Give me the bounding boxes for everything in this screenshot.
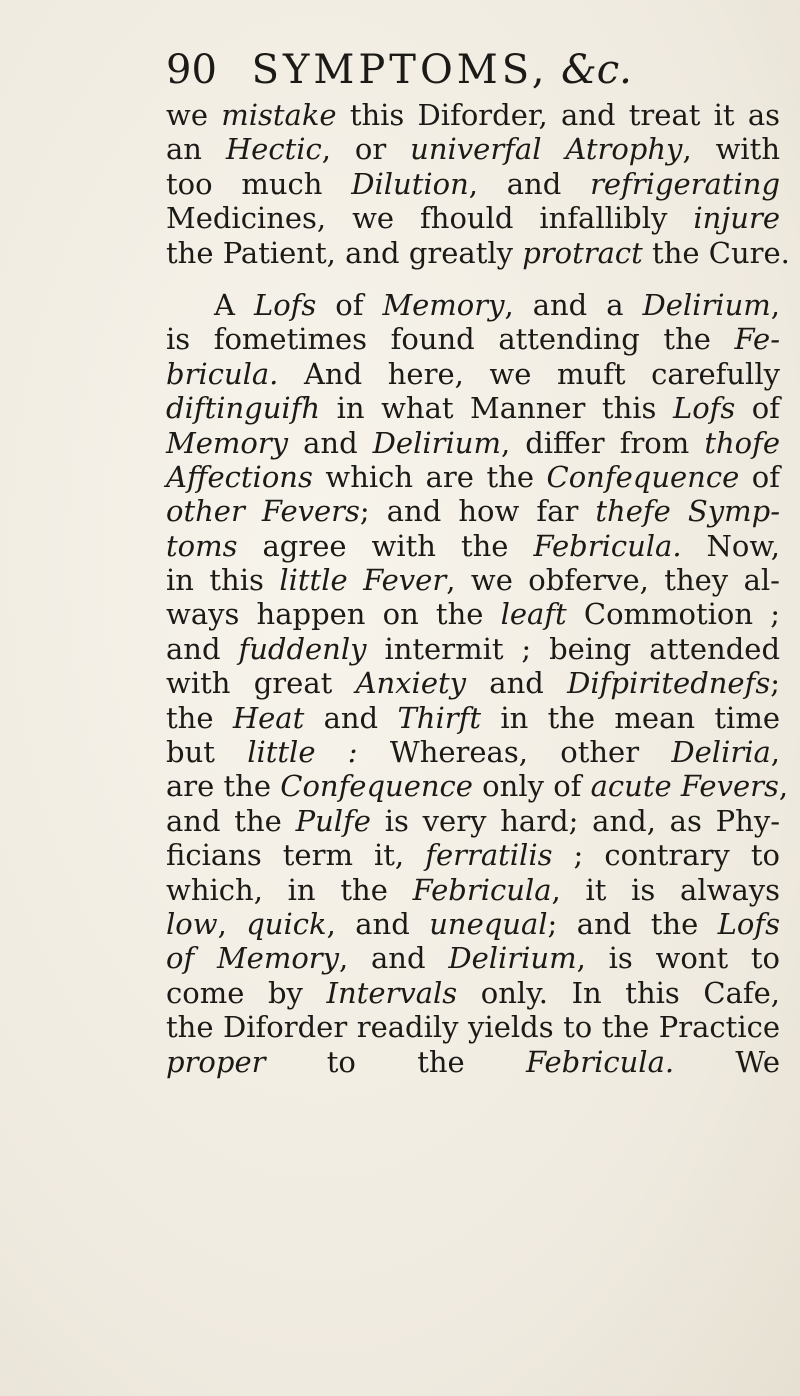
text-run: Memory [166, 425, 289, 460]
text-run: Confequence [546, 459, 740, 494]
text-run: of Memory [166, 941, 340, 976]
text-run: Hectic [225, 132, 322, 167]
paragraph2-line [166, 873, 780, 907]
text-run: ficians term it, [166, 838, 426, 873]
text-run: , [217, 906, 247, 941]
text-run: ; contrary to [552, 838, 780, 873]
text-run: proper [166, 1044, 266, 1079]
text-run: this Diforder, and treat it as [336, 98, 780, 132]
text-run: of [735, 391, 780, 426]
text-run: and the [166, 803, 296, 838]
text-run: which are the [312, 459, 547, 494]
text-run: injure [693, 201, 780, 236]
text-run: ; [770, 666, 780, 701]
text-run: We [674, 1044, 780, 1079]
text-run: Now, [681, 528, 780, 563]
paragraph2-line [166, 597, 780, 631]
text-run: the Diforder readily yields to the Practice [166, 1010, 780, 1045]
text-run: Intervals [326, 975, 458, 1010]
text-run: ; and how far [359, 494, 596, 529]
text-run: quick [246, 906, 327, 941]
text-run: toms [166, 528, 238, 563]
text-run: to the [265, 1044, 526, 1079]
running-title-etc: &c. [561, 47, 632, 93]
text-run: in the mean time [480, 700, 780, 735]
text-run: Delirium [642, 287, 771, 322]
paragraph2-line [166, 804, 780, 838]
paragraph1-line [166, 167, 780, 201]
paragraph2-line [166, 1010, 780, 1044]
paragraph2-line [166, 288, 780, 322]
text-run: come by [166, 975, 327, 1010]
text-run: Anxiety [355, 666, 467, 701]
text-run: Deliria [671, 735, 771, 770]
text-run: , [770, 735, 780, 770]
text-run: unequal [429, 906, 548, 941]
text-run: ways happen on the [166, 597, 501, 632]
text-run: Febricula [412, 872, 552, 907]
text-run: , we obferve, they al- [446, 563, 780, 598]
text-run: thefe Symp- [595, 494, 780, 529]
text-run: Lofs [717, 906, 781, 941]
text-run: , is wont to [576, 941, 780, 976]
text-run: ; and the [547, 906, 718, 941]
text-run: Delirium [372, 425, 501, 460]
text-run: bricula. [166, 356, 279, 391]
text-run: and [466, 666, 568, 701]
text-run: of [739, 459, 780, 494]
text-run: and [304, 700, 398, 735]
text-run: the [166, 700, 233, 735]
text-run: with great [166, 666, 356, 701]
paragraph2-line [166, 735, 780, 769]
text-run: , it is always [551, 872, 780, 907]
text-run: Pulfe [295, 803, 371, 838]
text-run: the Cure. [642, 235, 790, 270]
paragraph2-line [166, 769, 789, 804]
text-run: other Fevers [166, 494, 360, 529]
text-run: Commotion ; [566, 597, 780, 632]
text-run: Febricula. [525, 1044, 675, 1079]
paragraph-1 [166, 98, 790, 270]
text-run: Dilution [351, 166, 469, 201]
paragraph2-line [166, 460, 780, 494]
text-run: diftinguifh [166, 391, 321, 426]
text-run: A [214, 287, 254, 322]
text-run: the Patient, and greatly [166, 235, 523, 270]
text-run: of [316, 287, 383, 322]
text-run: Delirium [448, 941, 577, 976]
text-run: Febricula. [533, 528, 682, 563]
text-run: , and a [504, 287, 643, 322]
text-run: fuddenly [238, 631, 367, 666]
text-run: And here, we muft carefully [278, 356, 780, 391]
text-run: univerfal Atrophy [410, 132, 683, 167]
paragraph2-line [166, 529, 780, 563]
text-run: protract [522, 235, 643, 270]
paragraph1-line [166, 98, 780, 132]
paragraph2-line [166, 666, 780, 700]
paragraph2-line [166, 632, 780, 666]
text-run: , with [682, 132, 780, 167]
text-run: and [166, 631, 239, 666]
text-run: Fe- [734, 322, 780, 357]
paragraph2-line [166, 976, 780, 1010]
text-run: Lofs [253, 287, 317, 322]
text-run: little : [247, 735, 358, 770]
paragraph1-line [166, 132, 780, 166]
running-title: SYMPTOMS, [251, 47, 549, 93]
paragraph1-line [166, 201, 780, 235]
paragraph2-line [166, 494, 780, 528]
paragraph2-line [166, 322, 780, 356]
text-run: in this [166, 563, 280, 598]
paragraph-2 [166, 287, 789, 1079]
paragraph2-line [166, 391, 780, 425]
text-run: an [166, 132, 226, 167]
paragraph1-line [166, 235, 790, 270]
text-run: Thirft [397, 700, 481, 735]
body-text [166, 98, 790, 1079]
text-run: refrigerating [590, 166, 781, 201]
text-run: only. In this Cafe, [457, 975, 780, 1010]
text-run: intermit ; being attended [366, 631, 781, 666]
text-run: thofe [704, 425, 780, 460]
text-run: in what Manner this [320, 391, 673, 426]
paragraph2-line [166, 426, 780, 460]
text-run: ferratilis [425, 838, 553, 873]
text-run: but [166, 735, 248, 770]
text-run: little Fever [279, 563, 447, 598]
running-header [166, 40, 776, 100]
text-run: , and [339, 941, 449, 976]
text-run: Confequence [280, 769, 473, 804]
text-run: leaft [500, 597, 567, 632]
text-run: Heat [232, 700, 305, 735]
text-run: is very hard; and, as Phy- [370, 803, 780, 838]
text-run: we [166, 98, 222, 132]
text-run: Affections [166, 459, 313, 494]
paragraph2-line [166, 563, 780, 597]
text-run: too much [166, 166, 352, 201]
text-run: acute Fevers [590, 769, 779, 804]
text-run: is fometimes found attending the [166, 322, 735, 357]
text-run: Whereas, other [357, 735, 672, 770]
text-run: and [288, 425, 373, 460]
paragraph2-line [166, 838, 780, 872]
text-run: Lofs [672, 391, 736, 426]
text-run: only of [472, 769, 591, 804]
text-run: , [778, 769, 789, 804]
text-run: Difpiritednefs [567, 666, 771, 701]
text-run: Medicines, we fhould infallibly [166, 201, 694, 236]
text-run: agree with the [237, 528, 534, 563]
paragraph2-line [166, 701, 780, 735]
page-number: 90 [166, 47, 217, 93]
text-run: low [166, 906, 218, 941]
text-run: , or [321, 132, 411, 167]
paragraph2-line [166, 907, 780, 941]
text-run: Memory [382, 287, 505, 322]
paragraph2-line [166, 1045, 780, 1079]
text-run: are the [166, 769, 281, 804]
text-run: , and [326, 906, 430, 941]
text-run: , and [468, 166, 591, 201]
text-run: mistake [221, 98, 337, 132]
text-run: , [770, 287, 780, 322]
text-run: which, in the [166, 872, 413, 907]
text-run: , differ from [500, 425, 705, 460]
paragraph2-line [166, 357, 780, 391]
paragraph2-line [166, 941, 780, 975]
